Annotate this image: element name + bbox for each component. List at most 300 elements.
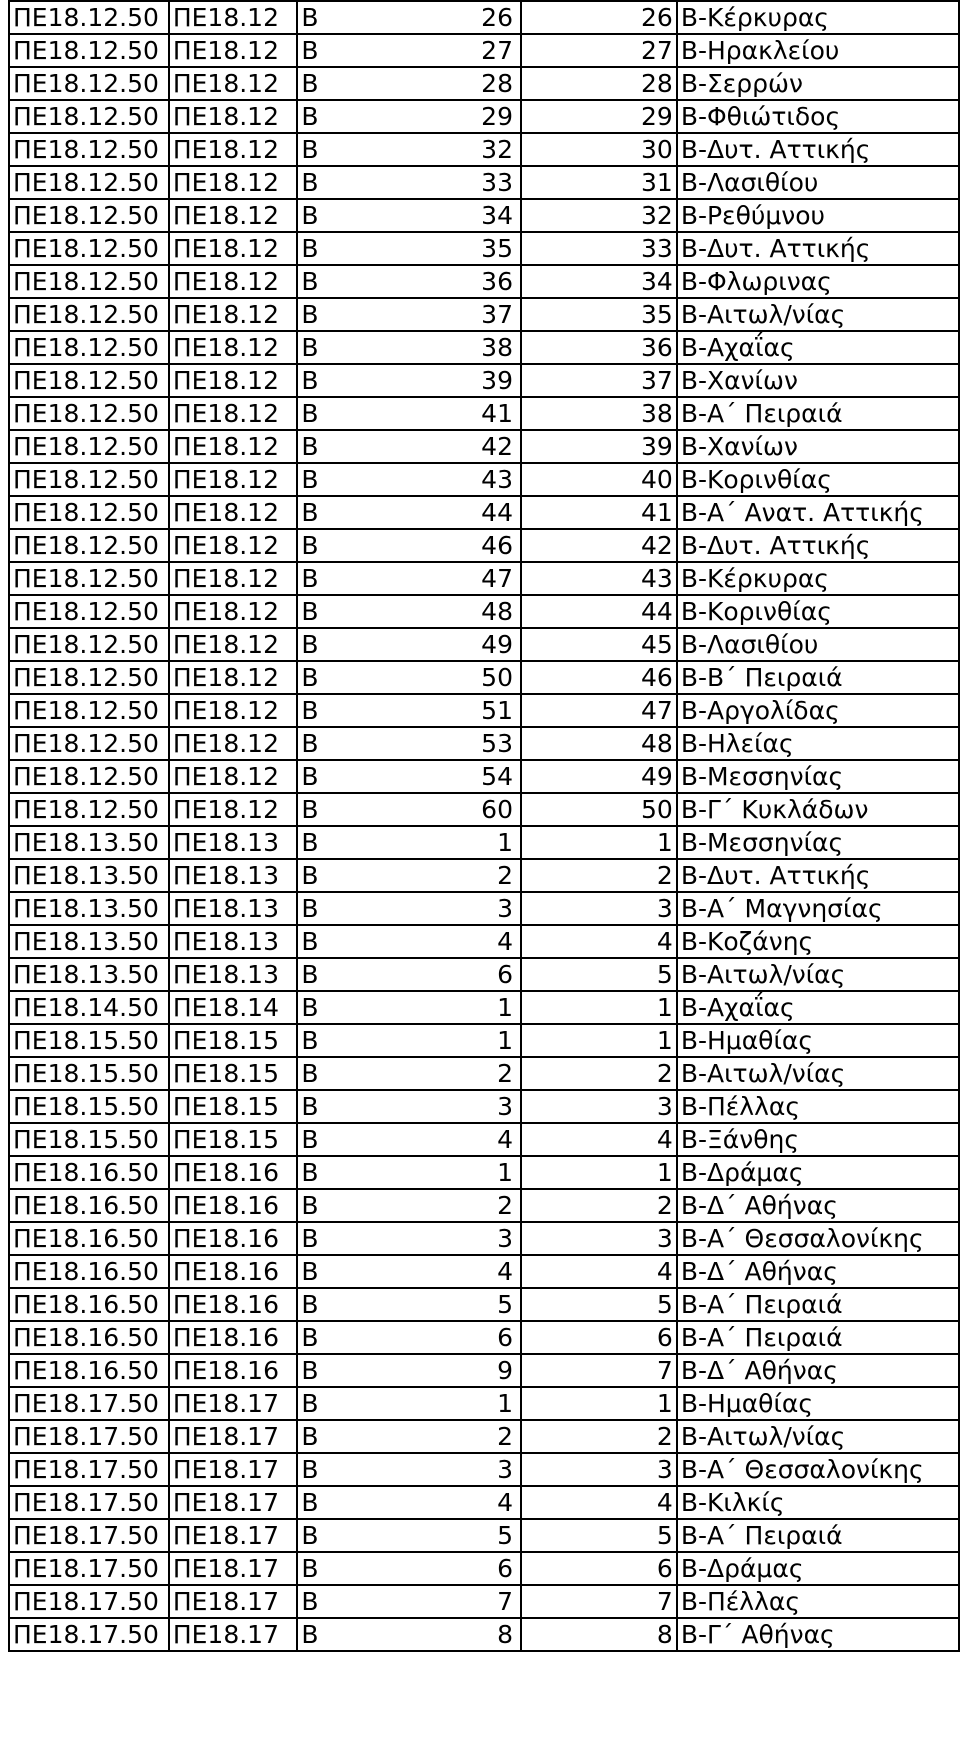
rank-cell: 3 [497,1224,513,1253]
level-rank-cell [297,199,521,232]
code-cell: ΠΕ18.17.50 [9,1420,169,1453]
level-rank-cell [297,1519,521,1552]
group-cell: ΠΕ18.16 [169,1222,298,1255]
table-row [9,265,959,298]
table-row [9,232,959,265]
group-cell: ΠΕ18.15 [169,1024,298,1057]
level-rank-wrap [301,761,517,792]
rank-cell: 49 [481,630,513,659]
group-cell: ΠΕ18.16 [169,1354,298,1387]
level-rank-wrap [301,959,517,990]
level-rank-cell [297,1321,521,1354]
level-rank-cell [297,1189,521,1222]
level-rank-cell [297,661,521,694]
code-cell: ΠΕ18.16.50 [9,1288,169,1321]
position-cell: 46 [521,661,677,694]
group-cell: ΠΕ18.17 [169,1618,298,1651]
rank-cell: 9 [497,1356,513,1385]
level-rank-wrap [301,200,517,231]
level-cell: Β [301,267,319,296]
level-rank-wrap [301,1520,517,1551]
group-cell: ΠΕ18.12 [169,727,298,760]
area-cell: Β-Α΄ Πειραιά [677,1321,959,1354]
level-rank-cell [297,1354,521,1387]
level-rank-wrap [301,299,517,330]
level-rank-cell [297,925,521,958]
position-cell: 37 [521,364,677,397]
rank-cell: 2 [497,1059,513,1088]
area-cell: Β-Κέρκυρας [677,562,959,595]
level-rank-cell [297,892,521,925]
code-cell: ΠΕ18.17.50 [9,1387,169,1420]
group-cell: ΠΕ18.12 [169,760,298,793]
area-cell: Β-Κοζάνης [677,925,959,958]
position-cell: 33 [521,232,677,265]
area-cell: Β-Φθιώτιδος [677,100,959,133]
area-cell: Β-Πέλλας [677,1090,959,1123]
position-cell: 42 [521,529,677,562]
area-cell: Β-Α΄ Πειραιά [677,1519,959,1552]
position-cell: 2 [521,1420,677,1453]
rank-cell: 2 [497,1422,513,1451]
table-row [9,793,959,826]
position-cell: 36 [521,331,677,364]
position-cell: 5 [521,958,677,991]
level-rank-wrap [301,1058,517,1089]
group-cell: ΠΕ18.15 [169,1057,298,1090]
level-cell: Β [301,1059,319,1088]
code-cell: ΠΕ18.12.50 [9,496,169,529]
area-cell: Β-Αργολίδας [677,694,959,727]
rank-cell: 5 [497,1521,513,1550]
position-cell: 4 [521,1123,677,1156]
level-rank-cell [297,1090,521,1123]
group-cell: ΠΕ18.13 [169,892,298,925]
level-rank-wrap [301,233,517,264]
position-cell: 6 [521,1321,677,1354]
area-cell: Β-Κορινθίας [677,463,959,496]
level-cell: Β [301,1323,319,1352]
level-rank-cell [297,298,521,331]
rank-cell: 1 [497,828,513,857]
table-row [9,1519,959,1552]
level-cell: Β [301,1356,319,1385]
table-row [9,1024,959,1057]
level-cell: Β [301,696,319,725]
level-rank-wrap [301,893,517,924]
rank-cell: 50 [481,663,513,692]
code-cell: ΠΕ18.16.50 [9,1156,169,1189]
code-cell: ΠΕ18.13.50 [9,859,169,892]
position-cell: 3 [521,1090,677,1123]
code-cell: ΠΕ18.17.50 [9,1453,169,1486]
level-rank-wrap [301,563,517,594]
level-rank-cell [297,1024,521,1057]
group-cell: ΠΕ18.12 [169,661,298,694]
level-rank-cell [297,364,521,397]
rank-cell: 26 [481,3,513,32]
table-row [9,859,959,892]
position-cell: 1 [521,991,677,1024]
level-cell: Β [301,795,319,824]
position-cell: 29 [521,100,677,133]
table-row [9,958,959,991]
code-cell: ΠΕ18.12.50 [9,694,169,727]
level-cell: Β [301,1488,319,1517]
code-cell: ΠΕ18.12.50 [9,67,169,100]
level-rank-cell [297,760,521,793]
code-cell: ΠΕ18.14.50 [9,991,169,1024]
code-cell: ΠΕ18.12.50 [9,661,169,694]
position-cell: 2 [521,1189,677,1222]
rank-cell: 6 [497,960,513,989]
table-body [9,1,959,1651]
level-rank-wrap [301,1586,517,1617]
level-rank-cell [297,859,521,892]
level-rank-cell [297,1,521,34]
table-row [9,628,959,661]
code-cell: ΠΕ18.12.50 [9,529,169,562]
table-row [9,1255,959,1288]
level-rank-wrap [301,35,517,66]
level-rank-cell [297,727,521,760]
table-row [9,1189,959,1222]
table-row [9,595,959,628]
code-cell: ΠΕ18.12.50 [9,463,169,496]
code-cell: ΠΕ18.17.50 [9,1519,169,1552]
position-cell: 6 [521,1552,677,1585]
level-rank-cell [297,232,521,265]
code-cell: ΠΕ18.15.50 [9,1123,169,1156]
group-cell: ΠΕ18.16 [169,1156,298,1189]
position-cell: 1 [521,1024,677,1057]
level-rank-wrap [301,1421,517,1452]
group-cell: ΠΕ18.12 [169,100,298,133]
position-cell: 41 [521,496,677,529]
level-cell: Β [301,1554,319,1583]
level-rank-wrap [301,992,517,1023]
level-cell: Β [301,993,319,1022]
group-cell: ΠΕ18.12 [169,397,298,430]
code-cell: ΠΕ18.12.50 [9,298,169,331]
area-cell: Β-Ρεθύμνου [677,199,959,232]
position-cell: 2 [521,1057,677,1090]
area-cell: Β-Ξάνθης [677,1123,959,1156]
code-cell: ΠΕ18.12.50 [9,364,169,397]
area-cell: Β-Ηλείας [677,727,959,760]
group-cell: ΠΕ18.15 [169,1123,298,1156]
position-cell: 39 [521,430,677,463]
rank-cell: 48 [481,597,513,626]
code-cell: ΠΕ18.17.50 [9,1552,169,1585]
position-cell: 28 [521,67,677,100]
level-rank-wrap [301,1223,517,1254]
rank-cell: 8 [497,1620,513,1649]
rank-cell: 1 [497,1158,513,1187]
level-rank-cell [297,1057,521,1090]
area-cell: Β-Δυτ. Αττικής [677,529,959,562]
code-cell: ΠΕ18.16.50 [9,1222,169,1255]
rank-cell: 4 [497,1488,513,1517]
position-cell: 45 [521,628,677,661]
level-cell: Β [301,531,319,560]
area-cell: Β-Δυτ. Αττικής [677,232,959,265]
level-cell: Β [301,960,319,989]
level-rank-cell [297,1123,521,1156]
level-rank-cell [297,133,521,166]
level-rank-wrap [301,398,517,429]
area-cell: Β-Μεσσηνίας [677,760,959,793]
level-cell: Β [301,630,319,659]
position-cell: 26 [521,1,677,34]
level-cell: Β [301,1092,319,1121]
group-cell: ΠΕ18.17 [169,1519,298,1552]
table-row [9,67,959,100]
code-cell: ΠΕ18.12.50 [9,34,169,67]
table-row [9,529,959,562]
level-rank-wrap [301,1157,517,1188]
level-rank-wrap [301,827,517,858]
position-cell: 7 [521,1585,677,1618]
level-rank-cell [297,1222,521,1255]
group-cell: ΠΕ18.12 [169,562,298,595]
rank-cell: 5 [497,1290,513,1319]
area-cell: Β-Αιτωλ/νίας [677,1420,959,1453]
group-cell: ΠΕ18.12 [169,529,298,562]
area-cell: Β-Σερρών [677,67,959,100]
position-cell: 8 [521,1618,677,1651]
level-rank-wrap [301,266,517,297]
rank-cell: 43 [481,465,513,494]
position-cell: 44 [521,595,677,628]
area-cell: Β-Μεσσηνίας [677,826,959,859]
level-cell: Β [301,1257,319,1286]
level-cell: Β [301,597,319,626]
rank-cell: 29 [481,102,513,131]
code-cell: ΠΕ18.12.50 [9,760,169,793]
position-cell: 5 [521,1288,677,1321]
code-cell: ΠΕ18.17.50 [9,1618,169,1651]
area-cell: Β-Χανίων [677,364,959,397]
level-rank-cell [297,1486,521,1519]
table-row [9,1123,959,1156]
position-cell: 3 [521,892,677,925]
code-cell: ΠΕ18.12.50 [9,133,169,166]
area-cell: Β-Α΄ Πειραιά [677,397,959,430]
table-row [9,826,959,859]
position-cell: 4 [521,925,677,958]
group-cell: ΠΕ18.16 [169,1288,298,1321]
rank-cell: 54 [481,762,513,791]
area-cell: Β-Β΄ Πειραιά [677,661,959,694]
level-rank-wrap [301,629,517,660]
rank-cell: 33 [481,168,513,197]
code-cell: ΠΕ18.13.50 [9,892,169,925]
level-rank-cell [297,529,521,562]
group-cell: ΠΕ18.12 [169,793,298,826]
position-cell: 4 [521,1255,677,1288]
level-rank-cell [297,628,521,661]
level-rank-cell [297,958,521,991]
group-cell: ΠΕ18.17 [169,1552,298,1585]
position-cell: 32 [521,199,677,232]
group-cell: ΠΕ18.16 [169,1321,298,1354]
level-cell: Β [301,1158,319,1187]
rank-cell: 28 [481,69,513,98]
area-cell: Β-Α΄ Μαγνησίας [677,892,959,925]
table-row [9,661,959,694]
table-row [9,199,959,232]
group-cell: ΠΕ18.16 [169,1189,298,1222]
code-cell: ΠΕ18.17.50 [9,1486,169,1519]
table-row [9,463,959,496]
position-cell: 43 [521,562,677,595]
rank-cell: 1 [497,1026,513,1055]
table-row [9,1453,959,1486]
position-cell: 1 [521,1156,677,1189]
position-cell: 1 [521,826,677,859]
rank-cell: 60 [481,795,513,824]
code-cell: ΠΕ18.16.50 [9,1189,169,1222]
level-rank-cell [297,430,521,463]
level-rank-cell [297,826,521,859]
code-cell: ΠΕ18.12.50 [9,397,169,430]
level-rank-cell [297,397,521,430]
area-cell: Β-Αχαΐας [677,331,959,364]
level-rank-wrap [301,1553,517,1584]
group-cell: ΠΕ18.12 [169,133,298,166]
table-row [9,892,959,925]
group-cell: ΠΕ18.13 [169,958,298,991]
level-rank-wrap [301,1289,517,1320]
table-row [9,1420,959,1453]
group-cell: ΠΕ18.12 [169,496,298,529]
group-cell: ΠΕ18.12 [169,331,298,364]
level-rank-cell [297,1618,521,1651]
code-cell: ΠΕ18.13.50 [9,958,169,991]
level-rank-cell [297,694,521,727]
position-cell: 34 [521,265,677,298]
code-cell: ΠΕ18.12.50 [9,1,169,34]
position-cell: 35 [521,298,677,331]
table-row [9,496,959,529]
group-cell: ΠΕ18.17 [169,1585,298,1618]
level-rank-wrap [301,1091,517,1122]
level-rank-wrap [301,431,517,462]
group-cell: ΠΕ18.17 [169,1486,298,1519]
area-cell: Β-Αιτωλ/νίας [677,298,959,331]
table-row [9,430,959,463]
group-cell: ΠΕ18.16 [169,1255,298,1288]
table-row [9,925,959,958]
code-cell: ΠΕ18.12.50 [9,793,169,826]
rank-cell: 41 [481,399,513,428]
level-cell: Β [301,366,319,395]
code-cell: ΠΕ18.16.50 [9,1255,169,1288]
rank-cell: 51 [481,696,513,725]
level-rank-wrap [301,695,517,726]
level-rank-cell [297,595,521,628]
position-cell: 31 [521,166,677,199]
level-cell: Β [301,1290,319,1319]
table-row [9,1057,959,1090]
rank-cell: 47 [481,564,513,593]
group-cell: ΠΕ18.12 [169,694,298,727]
code-cell: ΠΕ18.12.50 [9,265,169,298]
level-cell: Β [301,69,319,98]
level-rank-wrap [301,167,517,198]
level-cell: Β [301,1224,319,1253]
group-cell: ΠΕ18.13 [169,859,298,892]
level-rank-cell [297,1420,521,1453]
position-cell: 4 [521,1486,677,1519]
rank-cell: 7 [497,1587,513,1616]
area-cell: Β-Πέλλας [677,1585,959,1618]
area-cell: Β-Κορινθίας [677,595,959,628]
code-cell: ΠΕ18.12.50 [9,100,169,133]
rank-cell: 3 [497,1092,513,1121]
group-cell: ΠΕ18.12 [169,595,298,628]
level-cell: Β [301,1620,319,1649]
level-rank-wrap [301,497,517,528]
position-cell: 1 [521,1387,677,1420]
position-cell: 48 [521,727,677,760]
code-cell: ΠΕ18.16.50 [9,1321,169,1354]
area-cell: Β-Ηρακλείου [677,34,959,67]
area-cell: Β-Λασιθίου [677,628,959,661]
area-cell: Β-Δυτ. Αττικής [677,859,959,892]
rank-cell: 37 [481,300,513,329]
group-cell: ΠΕ18.12 [169,67,298,100]
level-cell: Β [301,861,319,890]
table-row [9,1387,959,1420]
group-cell: ΠΕ18.12 [169,430,298,463]
level-cell: Β [301,168,319,197]
table-row [9,100,959,133]
level-cell: Β [301,3,319,32]
level-rank-wrap [301,332,517,363]
table-row [9,397,959,430]
area-cell: Β-Δ΄ Αθήνας [677,1189,959,1222]
level-cell: Β [301,399,319,428]
table-row [9,1552,959,1585]
group-cell: ΠΕ18.17 [169,1453,298,1486]
level-cell: Β [301,498,319,527]
table-row [9,364,959,397]
code-cell: ΠΕ18.15.50 [9,1057,169,1090]
group-cell: ΠΕ18.12 [169,1,298,34]
level-rank-wrap [301,1124,517,1155]
level-rank-wrap [301,662,517,693]
level-cell: Β [301,1455,319,1484]
rank-cell: 4 [497,927,513,956]
position-cell: 49 [521,760,677,793]
level-rank-wrap [301,2,517,33]
table-row [9,1,959,34]
level-rank-cell [297,1453,521,1486]
code-cell: ΠΕ18.12.50 [9,727,169,760]
code-cell: ΠΕ18.12.50 [9,628,169,661]
level-cell: Β [301,894,319,923]
level-rank-wrap [301,860,517,891]
group-cell: ΠΕ18.15 [169,1090,298,1123]
level-cell: Β [301,927,319,956]
code-cell: ΠΕ18.17.50 [9,1585,169,1618]
area-cell: Β-Λασιθίου [677,166,959,199]
code-cell: ΠΕ18.12.50 [9,166,169,199]
area-cell: Β-Δράμας [677,1552,959,1585]
rank-cell: 2 [497,1191,513,1220]
